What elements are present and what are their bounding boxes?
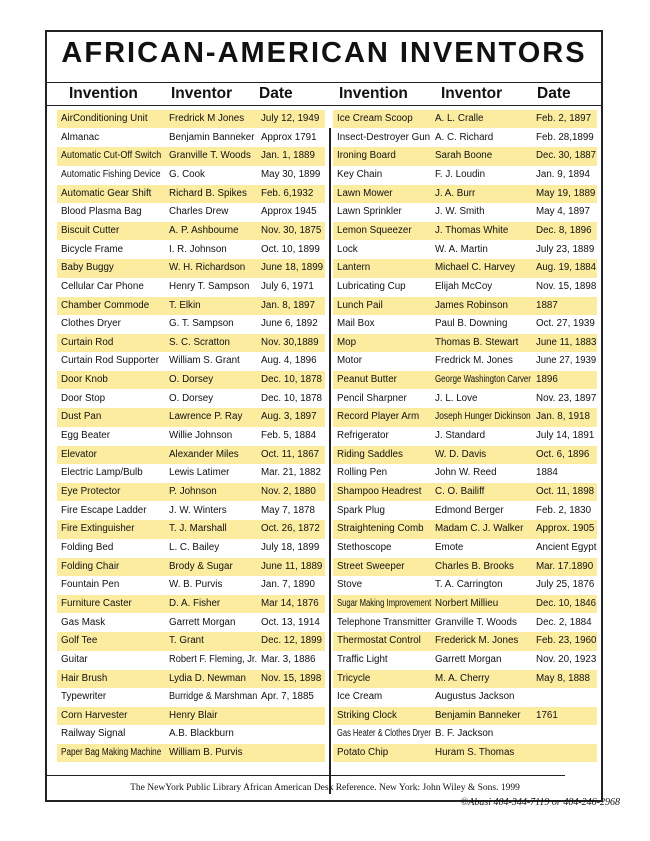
- cell-inventor: Joseph Hunger Dickinson: [435, 411, 531, 423]
- cell-date: Dec. 12, 1899: [261, 635, 323, 647]
- cell-invention: Railway Signal: [61, 728, 126, 740]
- table-row: [57, 744, 325, 762]
- table-row: [333, 502, 597, 520]
- table-row: [333, 390, 597, 408]
- cell-inventor: Frederick M. Jones: [435, 635, 519, 647]
- cell-date: 1887: [536, 299, 558, 311]
- cell-date: June 11, 1889: [261, 560, 323, 572]
- table-row: [333, 446, 597, 464]
- table-row: [57, 110, 325, 128]
- table-row: [333, 725, 597, 743]
- cell-date: Nov. 23, 1897: [536, 392, 597, 404]
- cell-date: Feb. 5, 1884: [261, 430, 317, 442]
- table-row: [57, 315, 325, 333]
- cell-date: 1884: [536, 467, 558, 479]
- table-row: [57, 576, 325, 594]
- cell-inventor: A.B. Blackburn: [169, 728, 234, 740]
- cell-inventor: Robert F. Fleming, Jr.: [169, 653, 258, 665]
- cell-invention: Automatic Cut-Off Switch: [61, 150, 162, 162]
- cell-invention: Peanut Butter: [337, 374, 397, 386]
- cell-invention: Furniture Caster: [61, 597, 132, 609]
- table-row: [57, 520, 325, 538]
- cell-invention: Blood Plasma Bag: [61, 206, 142, 218]
- cell-date: May 19, 1889: [536, 187, 596, 199]
- table-row: [57, 129, 325, 147]
- cell-invention: Biscuit Cutter: [61, 224, 120, 236]
- table-row: [333, 315, 597, 333]
- table-row: [57, 688, 325, 706]
- table-row: [57, 502, 325, 520]
- table-row: [57, 334, 325, 352]
- cell-inventor: J. W. Winters: [169, 504, 227, 516]
- table-row: [333, 297, 597, 315]
- cell-date: Dec. 10, 1878: [261, 392, 323, 404]
- cell-invention: Cellular Car Phone: [61, 280, 144, 292]
- cell-invention: Fire Escape Ladder: [61, 504, 147, 516]
- table-row: [333, 166, 597, 184]
- cell-invention: Guitar: [61, 653, 88, 665]
- cell-inventor: Garrett Morgan: [169, 616, 236, 628]
- cell-date: Aug. 3, 1897: [261, 411, 317, 423]
- cell-date: Oct. 26, 1872: [261, 523, 320, 535]
- cell-inventor: J. A. Burr: [435, 187, 476, 199]
- cell-invention: Street Sweeper: [337, 560, 405, 572]
- cell-inventor: Lydia D. Newman: [169, 672, 246, 684]
- cell-invention: Telephone Transmitter: [337, 616, 431, 628]
- cell-invention: Shampoo Headrest: [337, 486, 422, 497]
- header-inventor-left: Inventor: [171, 85, 233, 102]
- cell-inventor: Granville T. Woods: [435, 616, 517, 628]
- table-row: [57, 558, 325, 576]
- cell-invention: Riding Saddles: [337, 448, 403, 460]
- cell-date: Approx 1791: [261, 131, 317, 143]
- cell-inventor: M. A. Cherry: [435, 672, 490, 684]
- cell-inventor: G. T. Sampson: [169, 318, 234, 330]
- table-row: [57, 427, 325, 445]
- cell-date: May 8, 1888: [536, 672, 590, 684]
- cell-invention: Golf Tee: [61, 635, 98, 647]
- table-row: [333, 614, 597, 632]
- cell-date: Dec. 30, 1887: [536, 150, 597, 162]
- table-row: [333, 520, 597, 538]
- table-row: [333, 371, 597, 389]
- cell-invention: Sugar Making Improvement: [337, 597, 432, 609]
- table-row: [333, 744, 597, 762]
- cell-invention: Curtain Rod Supporter: [61, 355, 160, 367]
- cell-date: Jan. 7, 1890: [261, 579, 315, 591]
- cell-invention: Elevator: [61, 448, 97, 460]
- cell-date: June 18, 1899: [261, 262, 324, 274]
- cell-date: Feb. 2, 1897: [536, 113, 592, 124]
- table-row: [333, 222, 597, 240]
- cell-invention: Record Player Arm: [337, 411, 420, 423]
- cell-date: Dec. 10, 1846: [536, 597, 597, 609]
- cell-inventor: J. Thomas White: [435, 224, 509, 236]
- table-row: [333, 334, 597, 352]
- cell-invention: Ironing Board: [337, 150, 396, 162]
- contact-text: ©Abasi 404-344-7119 or 404-246-2968: [460, 797, 620, 808]
- column-divider: [329, 128, 331, 794]
- cell-inventor: C. O. Bailiff: [435, 486, 485, 497]
- table-row: [57, 670, 325, 688]
- table-row: [57, 707, 325, 725]
- cell-date: Mar 14, 1876: [261, 597, 319, 609]
- cell-date: Mar. 17.1890: [536, 560, 594, 572]
- cell-date: May 7, 1878: [261, 504, 315, 516]
- cell-inventor: Lewis Latimer: [169, 467, 230, 479]
- table-row: [333, 259, 597, 277]
- cell-invention: Egg Beater: [61, 430, 111, 442]
- table-row: [333, 558, 597, 576]
- cell-date: Feb. 2, 1830: [536, 504, 592, 516]
- cell-date: July 18, 1899: [261, 541, 320, 553]
- cell-date: Jan. 8, 1918: [536, 411, 590, 423]
- cell-invention: Refrigerator: [337, 430, 389, 442]
- cell-inventor: T. J. Marshall: [169, 523, 227, 535]
- table-row: [333, 278, 597, 296]
- cell-inventor: A. C. Richard: [435, 131, 494, 143]
- cell-date: Nov. 15, 1898: [536, 280, 597, 292]
- cell-invention: Folding Chair: [61, 560, 120, 572]
- table-row: [333, 464, 597, 482]
- table-row: [57, 408, 325, 426]
- cell-inventor: A. P. Ashbourne: [169, 224, 239, 236]
- table-row: [333, 241, 597, 259]
- cell-inventor: D. A. Fisher: [169, 597, 221, 609]
- cell-inventor: James Robinson: [435, 299, 508, 311]
- table-row: [57, 166, 325, 184]
- cell-inventor: L. C. Bailey: [169, 541, 220, 553]
- cell-date: Feb. 23, 1960: [536, 635, 597, 647]
- cell-invention: Hair Brush: [61, 672, 108, 684]
- cell-date: Dec. 10, 1878: [261, 374, 323, 386]
- footer-rule: [45, 775, 565, 776]
- cell-invention: Ice Cream Scoop: [337, 113, 413, 124]
- poster-frame: [45, 30, 603, 802]
- cell-inventor: A. L. Cralle: [435, 113, 484, 124]
- cell-date: Mar. 3, 1886: [261, 653, 316, 665]
- cell-inventor: Garrett Morgan: [435, 653, 502, 665]
- table-row: [333, 427, 597, 445]
- cell-inventor: Norbert Millieu: [435, 597, 499, 609]
- cell-invention: Chamber Commode: [61, 299, 150, 311]
- cell-invention: Mop: [337, 336, 357, 348]
- table-row: [333, 651, 597, 669]
- cell-date: Oct. 11, 1867: [261, 448, 320, 460]
- citation-text: The NewYork Public Library African American Desk Reference. New York: John Wiley & Sons. 1999: [130, 783, 520, 793]
- cell-inventor: O. Dorsey: [169, 374, 214, 386]
- cell-date: Jan. 1, 1889: [261, 150, 315, 162]
- cell-invention: Lantern: [337, 262, 371, 274]
- cell-invention: Folding Bed: [61, 541, 114, 553]
- table-row: [57, 352, 325, 370]
- cell-inventor: Elijah McCoy: [435, 280, 493, 292]
- header-inventor-right: Inventor: [441, 85, 503, 102]
- table-row: [333, 203, 597, 221]
- cell-inventor: Richard B. Spikes: [169, 187, 247, 199]
- table-row: [57, 390, 325, 408]
- cell-invention: Electric Lamp/Bulb: [61, 467, 143, 479]
- cell-invention: Typewriter: [61, 691, 107, 703]
- cell-date: Oct. 6, 1896: [536, 448, 590, 460]
- cell-inventor: W. D. Davis: [435, 448, 487, 460]
- table-row: [57, 147, 325, 165]
- table-row: [57, 446, 325, 464]
- cell-inventor: George Washington Carver: [435, 374, 531, 386]
- cell-inventor: B. F. Jackson: [435, 728, 494, 740]
- table-row: [333, 110, 597, 128]
- cell-invention: Dust Pan: [61, 411, 102, 423]
- cell-date: Approx. 1905: [536, 523, 595, 535]
- cell-invention: Clothes Dryer: [61, 318, 121, 330]
- cell-date: Approx 1945: [261, 206, 317, 218]
- table-row: [333, 539, 597, 557]
- cell-inventor: Lawrence P. Ray: [169, 411, 243, 423]
- table-row: [57, 203, 325, 221]
- cell-invention: Key Chain: [337, 168, 383, 180]
- cell-date: Nov. 2, 1880: [261, 486, 316, 497]
- cell-invention: Potato Chip: [337, 747, 389, 759]
- cell-date: Ancient Egypt: [536, 541, 597, 553]
- cell-inventor: T. A. Carrington: [435, 579, 503, 591]
- table-row: [333, 147, 597, 165]
- cell-invention: Pencil Sharpner: [337, 392, 407, 404]
- table-row: [333, 408, 597, 426]
- cell-inventor: Charles B. Brooks: [435, 560, 514, 572]
- cell-date: Feb. 28,1899: [536, 131, 594, 143]
- table-row: [57, 464, 325, 482]
- table-row: [333, 483, 597, 501]
- cell-date: Oct. 11, 1898: [536, 486, 595, 497]
- table-row: [333, 632, 597, 650]
- cell-inventor: P. Johnson: [169, 486, 217, 497]
- cell-date: Aug. 4, 1896: [261, 355, 317, 367]
- cell-inventor: Granville T. Woods: [169, 150, 251, 162]
- cell-invention: Lawn Mower: [337, 187, 393, 199]
- cell-invention: Automatic Fishing Device: [61, 168, 161, 180]
- cell-invention: Stethoscope: [337, 541, 392, 553]
- cell-inventor: W. H. Richardson: [169, 262, 246, 274]
- cell-inventor: Madam C. J. Walker: [435, 523, 524, 535]
- table-row: [57, 483, 325, 501]
- cell-date: Aug. 19, 1884: [536, 262, 597, 274]
- cell-inventor: Brody & Sugar: [169, 560, 233, 572]
- cell-date: Jan. 8, 1897: [261, 299, 315, 311]
- cell-invention: Paper Bag Making Machine: [61, 747, 162, 759]
- header-date-left: Date: [259, 85, 293, 102]
- cell-invention: Mail Box: [337, 318, 375, 330]
- cell-invention: Motor: [337, 355, 363, 367]
- cell-invention: Lawn Sprinkler: [337, 206, 402, 218]
- cell-invention: Straightening Comb: [337, 523, 424, 535]
- cell-inventor: Paul B. Downing: [435, 318, 508, 330]
- cell-date: June 6, 1892: [261, 318, 318, 330]
- cell-inventor: F. J. Loudin: [435, 168, 486, 180]
- cell-inventor: W. B. Purvis: [169, 579, 223, 591]
- cell-inventor: W. A. Martin: [435, 243, 488, 255]
- cell-date: June 11, 1883: [536, 336, 597, 348]
- cell-date: Nov. 30,1889: [261, 336, 319, 348]
- cell-inventor: Emote: [435, 541, 464, 553]
- cell-inventor: Burridge & Marshman: [169, 691, 258, 703]
- cell-date: Oct. 27, 1939: [536, 318, 595, 330]
- cell-invention: Corn Harvester: [61, 709, 128, 721]
- header-date-right: Date: [537, 85, 571, 102]
- header-invention-right: Invention: [339, 85, 408, 102]
- table-row: [57, 185, 325, 203]
- cell-inventor: Benjamin Banneker: [435, 709, 521, 721]
- cell-invention: Stove: [337, 579, 363, 591]
- table-row: [57, 222, 325, 240]
- cell-inventor: William B. Purvis: [169, 747, 243, 759]
- cell-invention: Ice Cream: [337, 691, 383, 703]
- cell-invention: Lubricating Cup: [337, 280, 406, 292]
- table-row: [57, 539, 325, 557]
- table-row: [57, 651, 325, 669]
- cell-inventor: Fredrick M. Jones: [435, 355, 513, 367]
- table-row: [57, 632, 325, 650]
- cell-invention: Thermostat Control: [337, 635, 421, 647]
- cell-inventor: Henry Blair: [169, 709, 218, 721]
- cell-inventor: J. L. Love: [435, 392, 478, 404]
- cell-inventor: John W. Reed: [435, 467, 497, 479]
- cell-invention: Striking Clock: [337, 709, 397, 721]
- cell-inventor: Willie Johnson: [169, 430, 233, 442]
- header-invention-left: Invention: [69, 85, 138, 102]
- table-row: [57, 725, 325, 743]
- cell-inventor: Huram S. Thomas: [435, 747, 515, 759]
- cell-inventor: T. Elkin: [169, 299, 201, 311]
- cell-inventor: G. Cook: [169, 168, 205, 180]
- column-header-bar: [47, 82, 601, 106]
- cell-date: Oct. 13, 1914: [261, 616, 320, 628]
- table-row: [57, 297, 325, 315]
- cell-inventor: J. W. Smith: [435, 206, 485, 218]
- cell-invention: Eye Protector: [61, 486, 121, 497]
- cell-date: 1896: [536, 374, 558, 386]
- table-row: [57, 278, 325, 296]
- cell-invention: Gas Heater & Clothes Dryer: [337, 728, 431, 740]
- table-row: [333, 707, 597, 725]
- cell-inventor: I. R. Johnson: [169, 243, 227, 255]
- cell-inventor: Augustus Jackson: [435, 691, 515, 703]
- cell-inventor: J. Standard: [435, 430, 486, 442]
- cell-date: Mar. 21, 1882: [261, 467, 321, 479]
- cell-inventor: Charles Drew: [169, 206, 229, 218]
- cell-invention: Bicycle Frame: [61, 243, 124, 255]
- table-row: [333, 185, 597, 203]
- cell-invention: Gas Mask: [61, 616, 106, 628]
- table-row: [57, 614, 325, 632]
- cell-date: Apr. 7, 1885: [261, 691, 314, 703]
- cell-date: July 25, 1876: [536, 579, 595, 591]
- cell-date: July 6, 1971: [261, 280, 314, 292]
- table-row: [333, 688, 597, 706]
- table-row: [57, 259, 325, 277]
- cell-date: 1761: [536, 709, 558, 721]
- cell-invention: Baby Buggy: [61, 262, 114, 274]
- cell-date: June 27, 1939: [536, 355, 597, 367]
- cell-date: July 12, 1949: [261, 113, 320, 124]
- cell-date: Feb. 6,1932: [261, 187, 314, 199]
- cell-inventor: S. C. Scratton: [169, 336, 230, 348]
- table-row: [333, 670, 597, 688]
- table-row: [57, 595, 325, 613]
- cell-date: Nov. 15, 1898: [261, 672, 322, 684]
- table-row: [333, 352, 597, 370]
- cell-date: Dec. 2, 1884: [536, 616, 592, 628]
- cell-invention: Insect-Destroyer Gun: [337, 131, 431, 143]
- cell-invention: Door Knob: [61, 374, 108, 386]
- cell-inventor: Michael C. Harvey: [435, 262, 516, 274]
- cell-invention: Fire Extinguisher: [61, 523, 135, 535]
- cell-date: Nov. 20, 1923: [536, 653, 597, 665]
- cell-inventor: Henry T. Sampson: [169, 280, 250, 292]
- cell-invention: Spark Plug: [337, 504, 385, 516]
- cell-inventor: Thomas B. Stewart: [435, 336, 519, 348]
- cell-date: May 30, 1899: [261, 168, 321, 180]
- cell-date: July 14, 1891: [536, 430, 595, 442]
- table-row: [57, 241, 325, 259]
- cell-invention: Rolling Pen: [337, 467, 388, 479]
- cell-invention: Curtain Rod: [61, 336, 114, 348]
- cell-date: Dec. 8, 1896: [536, 224, 592, 236]
- cell-date: Nov. 30, 1875: [261, 224, 322, 236]
- table-row: [333, 129, 597, 147]
- cell-date: May 4, 1897: [536, 206, 590, 218]
- table-row: [333, 576, 597, 594]
- cell-invention: Lunch Pail: [337, 299, 383, 311]
- table-row: [57, 371, 325, 389]
- cell-date: July 23, 1889: [536, 243, 595, 255]
- cell-date: Jan. 9, 1894: [536, 168, 590, 180]
- cell-inventor: Benjamin Banneker: [169, 131, 255, 143]
- cell-inventor: Edmond Berger: [435, 504, 504, 516]
- table-row: [333, 595, 597, 613]
- cell-inventor: T. Grant: [169, 635, 204, 647]
- cell-invention: Automatic Gear Shift: [61, 187, 152, 199]
- page-title: AFRICAN-AMERICAN INVENTORS: [61, 37, 587, 69]
- cell-invention: Lock: [337, 243, 358, 255]
- cell-invention: AirConditioning Unit: [61, 113, 148, 124]
- cell-invention: Lemon Squeezer: [337, 224, 412, 236]
- cell-date: Oct. 10, 1899: [261, 243, 320, 255]
- cell-inventor: Fredrick M Jones: [169, 113, 245, 124]
- cell-invention: Almanac: [61, 131, 100, 143]
- cell-invention: Door Stop: [61, 392, 106, 404]
- cell-invention: Traffic Light: [337, 653, 388, 665]
- cell-invention: Tricycle: [337, 672, 371, 684]
- cell-invention: Fountain Pen: [61, 579, 120, 591]
- cell-inventor: Sarah Boone: [435, 150, 493, 162]
- cell-inventor: Alexander Miles: [169, 448, 239, 460]
- cell-inventor: William S. Grant: [169, 355, 240, 367]
- cell-inventor: O. Dorsey: [169, 392, 214, 404]
